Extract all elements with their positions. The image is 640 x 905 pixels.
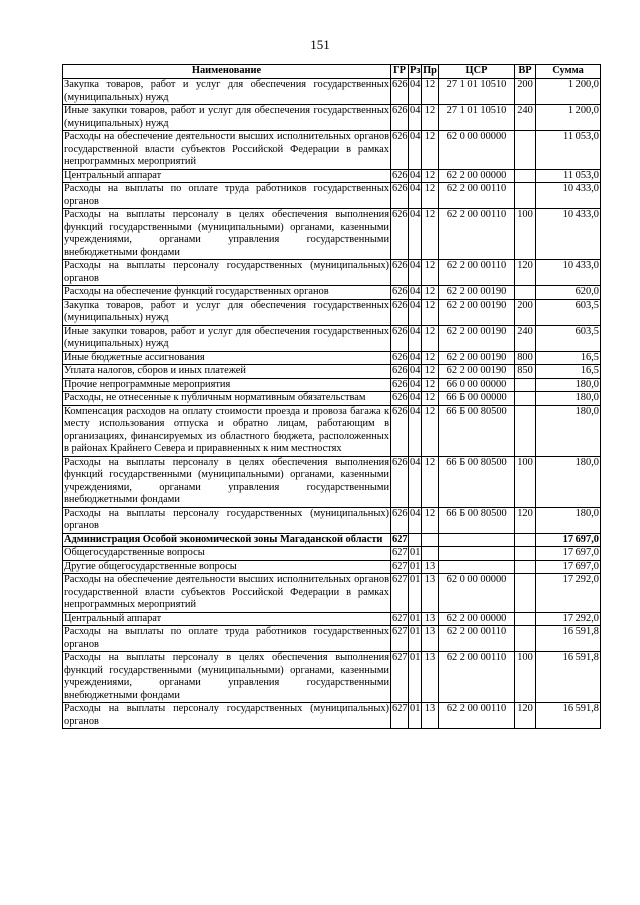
table-row (63, 286, 601, 300)
cell-name: Расходы на выплаты персоналу государственных (муниципальных) органов (64, 703, 389, 727)
cell-rz: 04 (409, 131, 422, 170)
cell-vr: 850 (515, 365, 536, 379)
cell-csr: 62 0 00 00000 (439, 574, 515, 613)
cell-sum: 16 591,8 (536, 703, 601, 729)
cell-rz: 04 (409, 325, 422, 351)
table-row (63, 652, 601, 703)
cell-sum: 1 200,0 (536, 79, 601, 105)
cell-csr: 66 Б 00 80500 (439, 456, 515, 507)
cell-pr: 13 (422, 574, 439, 613)
header-gr: ГР (391, 65, 409, 79)
cell-gr: 626 (391, 79, 409, 105)
cell-sum: 180,0 (536, 378, 601, 392)
cell-pr: 13 (422, 560, 439, 574)
cell-sum: 603,5 (536, 325, 601, 351)
cell-gr: 627 (391, 652, 409, 703)
cell-gr: 626 (391, 299, 409, 325)
cell-gr: 626 (392, 169, 408, 181)
cell-pr: 12 (422, 378, 439, 392)
cell-sum: 180,0 (536, 507, 601, 533)
cell-gr: 627 (391, 703, 409, 729)
cell-gr: 627 (392, 533, 408, 545)
cell-sum: 10 433,0 (536, 183, 601, 209)
cell-sum: 603,5 (536, 299, 601, 325)
cell-pr: 12 (422, 79, 439, 105)
table-row (63, 169, 601, 183)
cell-csr: 62 2 00 00190 (439, 299, 515, 325)
cell-vr: 800 (515, 351, 536, 365)
cell-rz: 04 (410, 169, 421, 181)
cell-sum: 17 697,0 (536, 560, 601, 574)
table-row (63, 560, 601, 574)
cell-csr: 27 1 01 10510 (439, 79, 515, 105)
cell-vr (515, 183, 536, 209)
cell-rz: 04 (409, 105, 422, 131)
cell-gr: 626 (392, 351, 408, 363)
cell-gr: 627 (391, 626, 409, 652)
table-row (63, 612, 601, 626)
cell-pr (422, 547, 439, 561)
cell-gr: 626 (391, 260, 409, 286)
cell-gr: 626 (391, 105, 409, 131)
table-row (63, 131, 601, 170)
cell-csr: 62 2 00 00190 (439, 325, 515, 351)
cell-vr (515, 560, 536, 574)
cell-vr: 240 (515, 105, 536, 131)
cell-name: Иные закупки товаров, работ и услуг для обеспечения государственных (муниципальных) нужд (64, 105, 389, 129)
cell-gr: 627 (392, 547, 408, 558)
cell-sum: 16,5 (536, 351, 601, 365)
cell-vr: 120 (515, 703, 536, 729)
cell-rz: 01 (409, 574, 422, 613)
cell-gr: 627 (392, 612, 408, 624)
header-csr: ЦСР (439, 65, 515, 79)
cell-csr: 66 Б 00 00000 (439, 392, 515, 406)
table-row (63, 325, 601, 351)
cell-sum: 16,5 (536, 365, 601, 379)
cell-vr (515, 612, 536, 626)
cell-vr: 100 (515, 456, 536, 507)
cell-csr: 62 2 00 00110 (439, 260, 515, 286)
cell-rz: 04 (409, 405, 422, 456)
cell-gr: 627 (392, 560, 408, 572)
cell-rz: 04 (409, 299, 422, 325)
cell-sum: 17 697,0 (536, 533, 601, 547)
cell-name: Расходы на обеспечение деятельности высших исполнительных органов государственной власти субъектов Российской Федерации в рамках непрограммных мероприятий (64, 131, 389, 167)
cell-sum: 180,0 (536, 456, 601, 507)
table-row (63, 183, 601, 209)
cell-rz: 01 (410, 547, 421, 558)
cell-csr: 62 2 00 00110 (439, 703, 515, 729)
cell-name: Расходы на выплаты персоналу в целях обеспечения выполнения функций государственными (муниципальными) органами, казенными учреждениями, органами управления государственными внебюджетными фондами (64, 209, 389, 258)
cell-name: Расходы на выплаты персоналу в целях обеспечения выполнения функций государственными (муниципальными) органами, казенными учреждениями, органами управления государственными внебюджетными фондами (64, 456, 389, 505)
cell-vr (515, 392, 536, 406)
cell-vr: 200 (515, 79, 536, 105)
cell-csr: 62 2 00 00000 (439, 612, 515, 626)
cell-name: Расходы на обеспечение функций государственных органов (63, 286, 391, 300)
cell-csr (439, 533, 515, 547)
cell-vr (515, 169, 536, 183)
table-row (63, 507, 601, 533)
table-row (63, 626, 601, 652)
table-row (63, 547, 601, 561)
table-row (63, 456, 601, 507)
cell-gr: 626 (392, 378, 408, 390)
cell-pr: 12 (422, 169, 439, 183)
cell-sum: 10 433,0 (536, 260, 601, 286)
cell-pr: 12 (422, 209, 439, 260)
cell-csr (439, 560, 515, 574)
cell-vr (515, 626, 536, 652)
cell-vr: 100 (515, 652, 536, 703)
cell-vr (515, 286, 536, 300)
cell-name: Другие общегосударственные вопросы (63, 560, 391, 574)
cell-sum: 180,0 (536, 392, 601, 406)
table-row (63, 299, 601, 325)
cell-csr: 62 2 00 00190 (439, 286, 515, 300)
cell-name: Расходы на обеспечение деятельности высших исполнительных органов государственной власти субъектов Российской Федерации в рамках непрограммных мероприятий (64, 574, 389, 610)
table-row (63, 378, 601, 392)
table-row (63, 533, 601, 547)
cell-pr: 12 (422, 351, 439, 365)
cell-name: Компенсация расходов на оплату стоимости проезда и провоза багажа к месту использования отпуска и обратно лицам, работающим в организациях, финансируемых из областного бюджета, расположенных в районах Крайнего Севера и приравненных к ним местностях (64, 405, 389, 454)
cell-vr: 120 (515, 507, 536, 533)
cell-pr (422, 533, 439, 547)
cell-csr: 62 2 00 00110 (439, 209, 515, 260)
cell-csr: 27 1 01 10510 (439, 105, 515, 131)
cell-name: Общегосударственные вопросы (63, 547, 391, 561)
table-row (63, 574, 601, 613)
cell-rz: 04 (409, 507, 422, 533)
cell-sum: 10 433,0 (536, 209, 601, 260)
cell-vr (515, 574, 536, 613)
cell-rz: 01 (409, 626, 422, 652)
cell-rz: 01 (410, 612, 421, 624)
header-rz: Рз (409, 65, 422, 79)
cell-pr: 13 (422, 612, 439, 626)
cell-vr: 240 (515, 325, 536, 351)
cell-pr: 12 (422, 131, 439, 170)
table-row (63, 260, 601, 286)
header-vr: ВР (515, 65, 536, 79)
cell-sum: 17 292,0 (536, 574, 601, 613)
page-number: 151 (310, 37, 330, 52)
table-row (63, 365, 601, 379)
cell-vr: 100 (515, 209, 536, 260)
table-row (63, 405, 601, 456)
cell-vr: 200 (515, 299, 536, 325)
cell-gr: 626 (391, 405, 409, 456)
cell-pr: 12 (422, 365, 439, 379)
cell-csr: 66 Б 00 80500 (439, 507, 515, 533)
cell-rz: 04 (409, 79, 422, 105)
cell-rz (409, 533, 422, 547)
cell-vr: 120 (515, 260, 536, 286)
cell-name: Уплата налогов, сборов и иных платежей (63, 365, 391, 379)
header-sum: Сумма (536, 65, 601, 79)
cell-pr: 13 (422, 652, 439, 703)
cell-sum: 620,0 (536, 286, 601, 300)
cell-csr: 66 0 00 00000 (439, 378, 515, 392)
cell-gr: 626 (392, 365, 408, 376)
cell-rz: 04 (410, 392, 421, 403)
cell-vr (515, 378, 536, 392)
table-row (63, 392, 601, 406)
cell-csr: 66 Б 00 80500 (439, 405, 515, 456)
cell-rz: 01 (409, 652, 422, 703)
cell-rz: 04 (410, 378, 421, 390)
cell-name: Расходы на выплаты персоналу в целях обеспечения выполнения функций государственными (муниципальными) органами, казенными учреждениями, органами управления государственными внебюджетными фондами (64, 652, 389, 701)
cell-csr: 62 2 00 00110 (439, 626, 515, 652)
cell-rz: 04 (409, 209, 422, 260)
cell-csr: 62 2 00 00000 (439, 169, 515, 183)
cell-csr: 62 0 00 00000 (439, 131, 515, 170)
cell-name: Расходы на выплаты по оплате труда работников государственных органов (64, 626, 389, 650)
cell-rz: 04 (409, 456, 422, 507)
cell-gr: 626 (392, 392, 408, 403)
cell-gr: 626 (392, 286, 408, 297)
cell-csr: 62 2 00 00110 (439, 652, 515, 703)
cell-pr: 12 (422, 405, 439, 456)
cell-name: Центральный аппарат (63, 169, 391, 183)
header-name: Наименование (63, 65, 391, 79)
cell-name: Расходы, не отнесенные к публичным нормативным обязательствам (63, 392, 391, 406)
cell-pr: 12 (422, 183, 439, 209)
cell-name: Расходы на выплаты персоналу государственных (муниципальных) органов (64, 260, 389, 284)
cell-sum: 17 292,0 (536, 612, 601, 626)
cell-sum: 16 591,8 (536, 652, 601, 703)
cell-pr: 12 (422, 299, 439, 325)
table-row (63, 351, 601, 365)
cell-rz: 04 (410, 351, 421, 363)
table-row (63, 105, 601, 131)
table-row (63, 209, 601, 260)
cell-vr (515, 547, 536, 561)
cell-rz: 04 (409, 260, 422, 286)
cell-name: Иные закупки товаров, работ и услуг для обеспечения государственных (муниципальных) нужд (64, 325, 389, 349)
table-row (63, 703, 601, 729)
cell-name: Центральный аппарат (63, 612, 391, 626)
cell-gr: 626 (391, 183, 409, 209)
cell-sum: 16 591,8 (536, 626, 601, 652)
cell-vr (515, 533, 536, 547)
cell-pr: 12 (422, 392, 439, 406)
cell-pr: 12 (422, 105, 439, 131)
cell-gr: 626 (391, 325, 409, 351)
table-header-row (63, 65, 601, 79)
cell-pr: 12 (422, 456, 439, 507)
cell-pr: 13 (422, 626, 439, 652)
cell-pr: 12 (422, 325, 439, 351)
cell-gr: 626 (391, 456, 409, 507)
cell-rz: 04 (410, 365, 421, 376)
cell-name: Администрация Особой экономической зоны Магаданской области (63, 533, 391, 547)
cell-rz: 04 (409, 183, 422, 209)
cell-name: Закупка товаров, работ и услуг для обеспечения государственных (муниципальных) нужд (64, 79, 389, 103)
cell-gr: 626 (391, 209, 409, 260)
cell-rz: 01 (409, 703, 422, 729)
cell-vr (515, 405, 536, 456)
cell-csr: 62 2 00 00190 (439, 351, 515, 365)
cell-csr: 62 2 00 00110 (439, 183, 515, 209)
budget-table (62, 64, 601, 729)
cell-sum: 11 053,0 (536, 131, 601, 170)
cell-rz: 04 (410, 286, 421, 297)
cell-gr: 626 (391, 507, 409, 533)
cell-pr: 12 (422, 286, 439, 300)
cell-pr: 12 (422, 507, 439, 533)
cell-name: Расходы на выплаты по оплате труда работников государственных органов (64, 183, 389, 207)
cell-name: Иные бюджетные ассигнования (63, 351, 391, 365)
cell-pr: 12 (422, 260, 439, 286)
cell-name: Прочие непрограммные мероприятия (63, 378, 391, 392)
cell-sum: 1 200,0 (536, 105, 601, 131)
cell-name: Закупка товаров, работ и услуг для обеспечения государственных (муниципальных) нужд (64, 299, 389, 323)
cell-sum: 11 053,0 (536, 169, 601, 183)
cell-sum: 180,0 (536, 405, 601, 456)
cell-name: Расходы на выплаты персоналу государственных (муниципальных) органов (64, 507, 389, 531)
cell-csr (439, 547, 515, 561)
cell-pr: 13 (422, 703, 439, 729)
cell-gr: 627 (391, 574, 409, 613)
header-pr: Пр (422, 65, 439, 79)
cell-rz: 01 (410, 560, 421, 572)
cell-csr: 62 2 00 00190 (439, 365, 515, 379)
table-row (63, 79, 601, 105)
cell-gr: 626 (391, 131, 409, 170)
cell-vr (515, 131, 536, 170)
cell-sum: 17 697,0 (536, 547, 601, 561)
